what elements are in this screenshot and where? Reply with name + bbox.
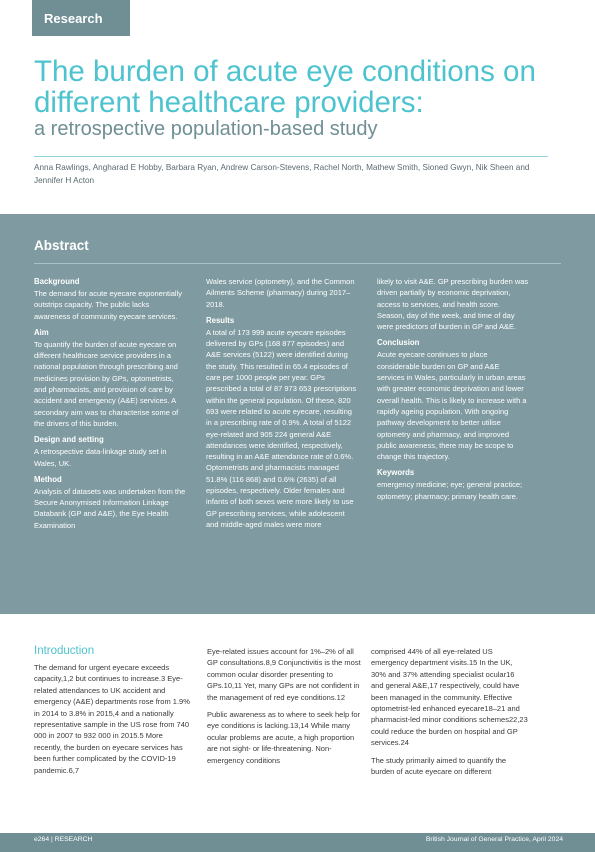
aim-text: To quantify the burden of acute eyecare on different healthcare service providers in a national population through prescribing and medicines provision by GPs, optometrists, and pharmacists, and provision of care by accident and emergency (A&E) services. A secondary aim was to characterise some of the drivers of this burden. — [34, 339, 179, 428]
keywords-heading: Keywords — [377, 468, 415, 478]
abstract-column-2 — [206, 276, 358, 535]
title-divider — [34, 156, 548, 157]
section-tab-label: Research — [44, 11, 103, 26]
method-heading: Method — [34, 474, 62, 484]
intro-paragraph-5: The study primarily aimed to quantify the burden of acute eyecare on different — [371, 755, 507, 777]
keywords-text: emergency medicine; eye; general practice; optometry; pharmacy; primary health care. — [377, 480, 523, 501]
aim-heading: Aim — [34, 327, 49, 337]
conclusion-text: Acute eyecare continues to place considerable burden on GP and A&E services in Wales, particularly in urban areas with greater economic deprivation and lower overall health. This is likely to increase with a rapidly ageing population. With ongoing pathway development to better utilise optometry and pharmacy, and improved public awareness, there may be scope to change this trajectory. — [377, 350, 527, 462]
background-text: The demand for acute eyecare exponentially outstrips capacity. The public lacks awareness of community eyecare services. — [34, 289, 183, 321]
intro-paragraph-3: Public awareness as to where to seek help for eye conditions is lacking.13,14 While many ocular problems are acute, a high proportion are not sight- or life-threatening. Non-emergency conditions — [207, 710, 360, 765]
background-heading: Background — [34, 277, 80, 286]
introduction-heading: Introduction — [34, 645, 95, 657]
article-subtitle: a retrospective population-based study — [34, 118, 378, 140]
footer-journal: British Journal of General Practice, April 2024 — [425, 836, 563, 843]
abstract-box — [0, 214, 595, 614]
results-heading: Results — [206, 315, 235, 325]
conclusion-heading: Conclusion — [377, 338, 420, 348]
body-column-3 — [371, 646, 528, 783]
body-column-2 — [207, 646, 364, 772]
method-text-cont: Wales service (optometry), and the Common Ailments Scheme (pharmacy) during 2017–2018. — [206, 277, 355, 309]
intro-paragraph-1: The demand for urgent eyecare exceeds capacity,1,2 but continues to increase.3 Eye-related attendances to UK accident and emergency (A&E) departments rose from 1.9% in 2014 to 3.8% in 2015,4 and a nationally representative sample in the US rose from 740 000 in 2007 to 932 000 in 2015.5 More recently, the burden on eyecare services has been further complicated by the COVID-19 pandemic.6,7 — [34, 663, 190, 775]
author-list: Anna Rawlings, Angharad E Hobby, Barbara Ryan, Andrew Carson-Stevens, Rachel North, Mathew Smith, Sioned Gwyn, Nik Sheen and Jennifer H Acton — [34, 163, 530, 185]
abstract-column-3 — [377, 276, 529, 507]
abstract-heading: Abstract — [34, 238, 89, 253]
method-text: Analysis of datasets was undertaken from the Secure Anonymised Information Linkage Databank (GP and A&E), the Eye Health Examination — [34, 486, 186, 530]
article-title: The burden of acute eye conditions on different healthcare providers: — [34, 55, 536, 119]
intro-paragraph-4: comprised 44% of all eye-related US emergency department visits.15 In the UK, 30% and 37% attending specialist ocular16 and general A&E,17 respectively, could have been managed in the community. Effective optometrist-led enhanced eyecare18–21 and pharmacist-led minor conditions schemes22,23 could reduce the burden on hospital and GP services.24 — [371, 647, 528, 748]
footer-page-label: e264 | RESEARCH — [34, 836, 93, 843]
abstract-divider — [34, 263, 561, 264]
design-heading: Design and setting — [34, 435, 104, 445]
results-text: A total of 173 999 acute eyecare episodes delivered by GPs (168 877 episodes) and A&E services (5122) were identified during the study. This resulted in 65.4 episodes of care per 1000 people per year. GPs prescribed a total of 87 973 653 prescriptions within the general population. Of these, 820 693 were related to acute eyecare, resulting in a prescribing rate of 0.9%. A total of 5122 eye-related and 905 224 general A&E attendances were identified, respectively, resulting in an A&E attendance rate of 0.6%. Optometrists and pharmacists managed 51.8% (116 868) and 0.6% (2635) of all episodes, respectively. Older females and infants of both sexes were more likely to use GP prescribing services, while adolescent and middle-aged males were more — [206, 327, 357, 529]
page-footer — [0, 833, 595, 852]
results-text-cont: likely to visit A&E. GP prescribing burden was driven partially by economic deprivation, access to services, and health score. Season, day of the week, and time of day were predictors of burden in GP and A&E. — [377, 277, 529, 332]
design-text: A retrospective data-linkage study set in Wales, UK. — [34, 447, 167, 468]
section-tab — [32, 0, 130, 36]
abstract-column-1 — [34, 276, 186, 536]
intro-paragraph-2: Eye-related issues account for 1%–2% of all GP consultations.8,9 Conjunctivitis is the most common ocular disorder presenting to GPs.10,11 Yet, many GPs are not confident in the management of red eye conditions.12 — [207, 647, 361, 702]
body-column-1 — [34, 662, 191, 782]
